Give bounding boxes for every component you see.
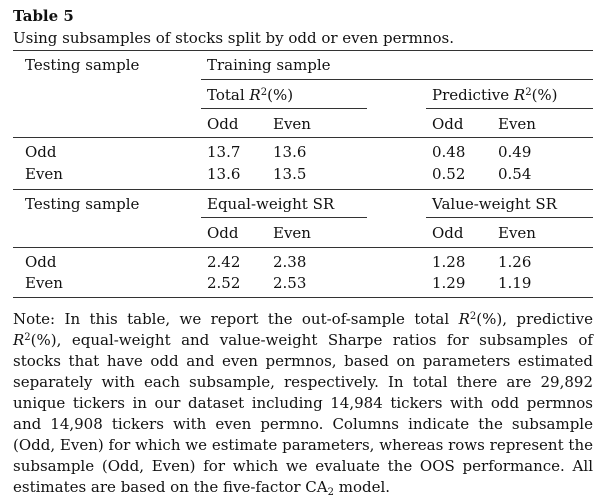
header-testing-sample: Testing sample [25,56,140,74]
table-title: Table 5 [13,7,74,25]
table-caption: Using subsamples of stocks split by odd or even permnos. [13,29,454,47]
table-cell: 1.28 [432,253,466,271]
panel-a-subhead: Even [498,115,536,133]
panel-a-subhead: Odd [207,115,239,133]
table-cell: 2.53 [273,274,307,292]
row-label: Odd [25,143,57,161]
panel-b-subhead: Even [273,224,311,242]
table-cell: 1.26 [498,253,532,271]
table-cell: 13.6 [273,143,307,161]
panel-b-right-group-rule [426,217,593,218]
panel-b-subhead: Odd [432,224,464,242]
panel-b-header-rule [13,247,593,248]
table-cell: 2.52 [207,274,241,292]
panel-a-right-group-rule [426,108,593,109]
table-cell: 1.19 [498,274,532,292]
row-label: Even [25,165,63,183]
table-cell: 0.48 [432,143,466,161]
panel-b-group-value-weight: Value-weight SR [432,195,557,213]
table-cell: 2.42 [207,253,241,271]
panel-a-group-predictive-r2: Predictive $R^2(\%)$ [432,86,558,104]
panel-a-subhead: Even [273,115,311,133]
panel-b-subhead: Odd [207,224,239,242]
table-note: Note: In this table, we report the out-of-sample total $R^2(\%)$, predictive $R^2(\%)$, equal-weight and value-weight Sharpe ratios for subsamples of stocks that have odd and even permnos, based on parameters estimated separately with each subsample, respectively. In total there are 29,892 unique tickers in our dataset including 14,984 tickers with odd permnos and 14,908 tickers with even permno. Columns indicate the subsample (Odd, Even) for which we estimate parameters, whereas rows represent the subsample (Odd, Even) for which we evaluate the OOS performance. All estimates are based on the five-factor $CA_2$ model. [13,310,594,498]
table-cell: 2.38 [273,253,307,271]
row-label: Even [25,274,63,292]
panel-b-testing-sample: Testing sample [25,195,140,213]
table-cell: 0.52 [432,165,466,183]
panel-b-left-group-rule [201,217,367,218]
panel-a-header-rule [13,137,593,138]
table-bottom-rule [13,297,593,298]
training-sample-rule [201,79,593,80]
row-label: Odd [25,253,57,271]
table-cell: 1.29 [432,274,466,292]
panel-separator-rule [13,189,593,190]
table-top-rule [13,50,593,51]
table-cell: 13.6 [207,165,241,183]
panel-a-left-group-rule [201,108,367,109]
panel-a-subhead: Odd [432,115,464,133]
table-cell: 13.7 [207,143,241,161]
table-cell: 0.49 [498,143,532,161]
panel-a-group-total-r2: Total $R^2(\%)$ [207,86,294,104]
panel-b-group-equal-weight: Equal-weight SR [207,195,335,213]
header-training-sample: Training sample [207,56,331,74]
panel-b-subhead: Even [498,224,536,242]
table-cell: 0.54 [498,165,532,183]
table-cell: 13.5 [273,165,307,183]
